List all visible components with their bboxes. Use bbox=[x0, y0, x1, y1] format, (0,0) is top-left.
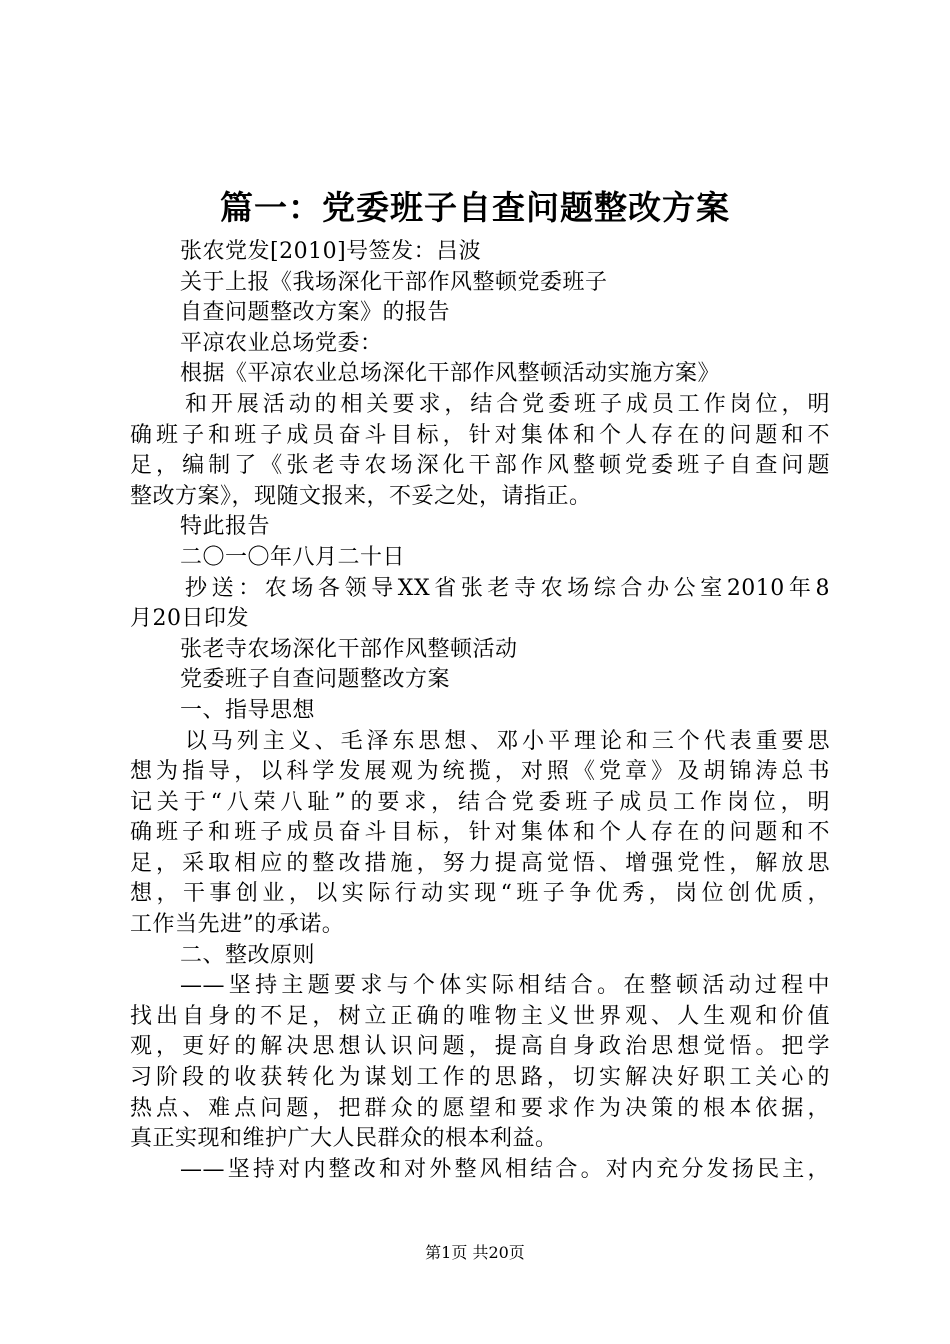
text-line: 张农党发[2010]号签发：吕波 bbox=[180, 239, 482, 264]
text-line: 热点、难点问题，把群众的愿望和要求作为决策的根本依据， bbox=[130, 1095, 830, 1121]
text-line: 足，编制了《张老寺农场深化干部作风整顿党委班子自查问题 bbox=[130, 453, 830, 479]
text-line: 自查问题整改方案》的报告 bbox=[180, 300, 451, 326]
page-number-footer: 第1页 共20页 bbox=[425, 1243, 525, 1262]
text-line: 特此报告 bbox=[180, 514, 271, 540]
text-line: 抄送：农场各领导XX省张老寺农场综合办公室2010年8 bbox=[185, 575, 830, 601]
text-line: 足，采取相应的整改措施，努力提高觉悟、增强党性，解放思 bbox=[130, 850, 830, 876]
section-heading: 一、指导思想 bbox=[180, 697, 316, 723]
text-line: 找出自身的不足，树立正确的唯物主义世界观、人生观和价值 bbox=[130, 1003, 830, 1029]
text-line: 关于上报《我场深化干部作风整顿党委班子 bbox=[180, 269, 608, 295]
text-line: 想，干事创业，以实际行动实现“班子争优秀，岗位创优质， bbox=[130, 881, 830, 907]
text-line: 记关于“八荣八耻”的要求，结合党委班子成员工作岗位，明 bbox=[130, 789, 830, 815]
text-line: 二〇一〇年八月二十日 bbox=[180, 544, 406, 570]
document-body bbox=[130, 237, 830, 1185]
text-line: 工作当先进”的承诺。 bbox=[130, 912, 345, 938]
text-line: 真正实现和维护广大人民群众的根本利益。 bbox=[130, 1126, 558, 1152]
text-line: 习阶段的收获转化为谋划工作的思路，切实解决好职工关心的 bbox=[130, 1065, 830, 1091]
text-line: 整改方案》，现随文报来，不妥之处，请指正。 bbox=[130, 483, 592, 509]
text-line: 月20日印发 bbox=[130, 606, 249, 632]
text-line: 观，更好的解决思想认识问题，提高自身政治思想觉悟。把学 bbox=[130, 1034, 830, 1060]
text-line: ——坚持对内整改和对外整风相结合。对内充分发扬民主， bbox=[180, 1156, 830, 1182]
text-line: 张老寺农场深化干部作风整顿活动 bbox=[180, 636, 518, 662]
text-line: 以马列主义、毛泽东思想、邓小平理论和三个代表重要思 bbox=[185, 728, 830, 754]
text-line: 和开展活动的相关要求，结合党委班子成员工作岗位，明 bbox=[185, 391, 830, 417]
text-line: 根据《平凉农业总场深化干部作风整顿活动实施方案》 bbox=[180, 361, 721, 387]
text-line: 确班子和班子成员奋斗目标，针对集体和个人存在的问题和不 bbox=[130, 820, 830, 846]
text-line: 想为指导，以科学发展观为统揽，对照《党章》及胡锦涛总书 bbox=[130, 759, 830, 785]
text-line: ——坚持主题要求与个体实际相结合。在整顿活动过程中 bbox=[180, 973, 830, 999]
section-heading: 二、整改原则 bbox=[180, 942, 316, 968]
text-line: 确班子和班子成员奋斗目标，针对集体和个人存在的问题和不 bbox=[130, 422, 830, 448]
document-title: 篇一：党委班子自查问题整改方案 bbox=[220, 188, 730, 227]
text-line: 平凉农业总场党委： bbox=[180, 330, 383, 356]
text-line: 党委班子自查问题整改方案 bbox=[180, 667, 451, 693]
